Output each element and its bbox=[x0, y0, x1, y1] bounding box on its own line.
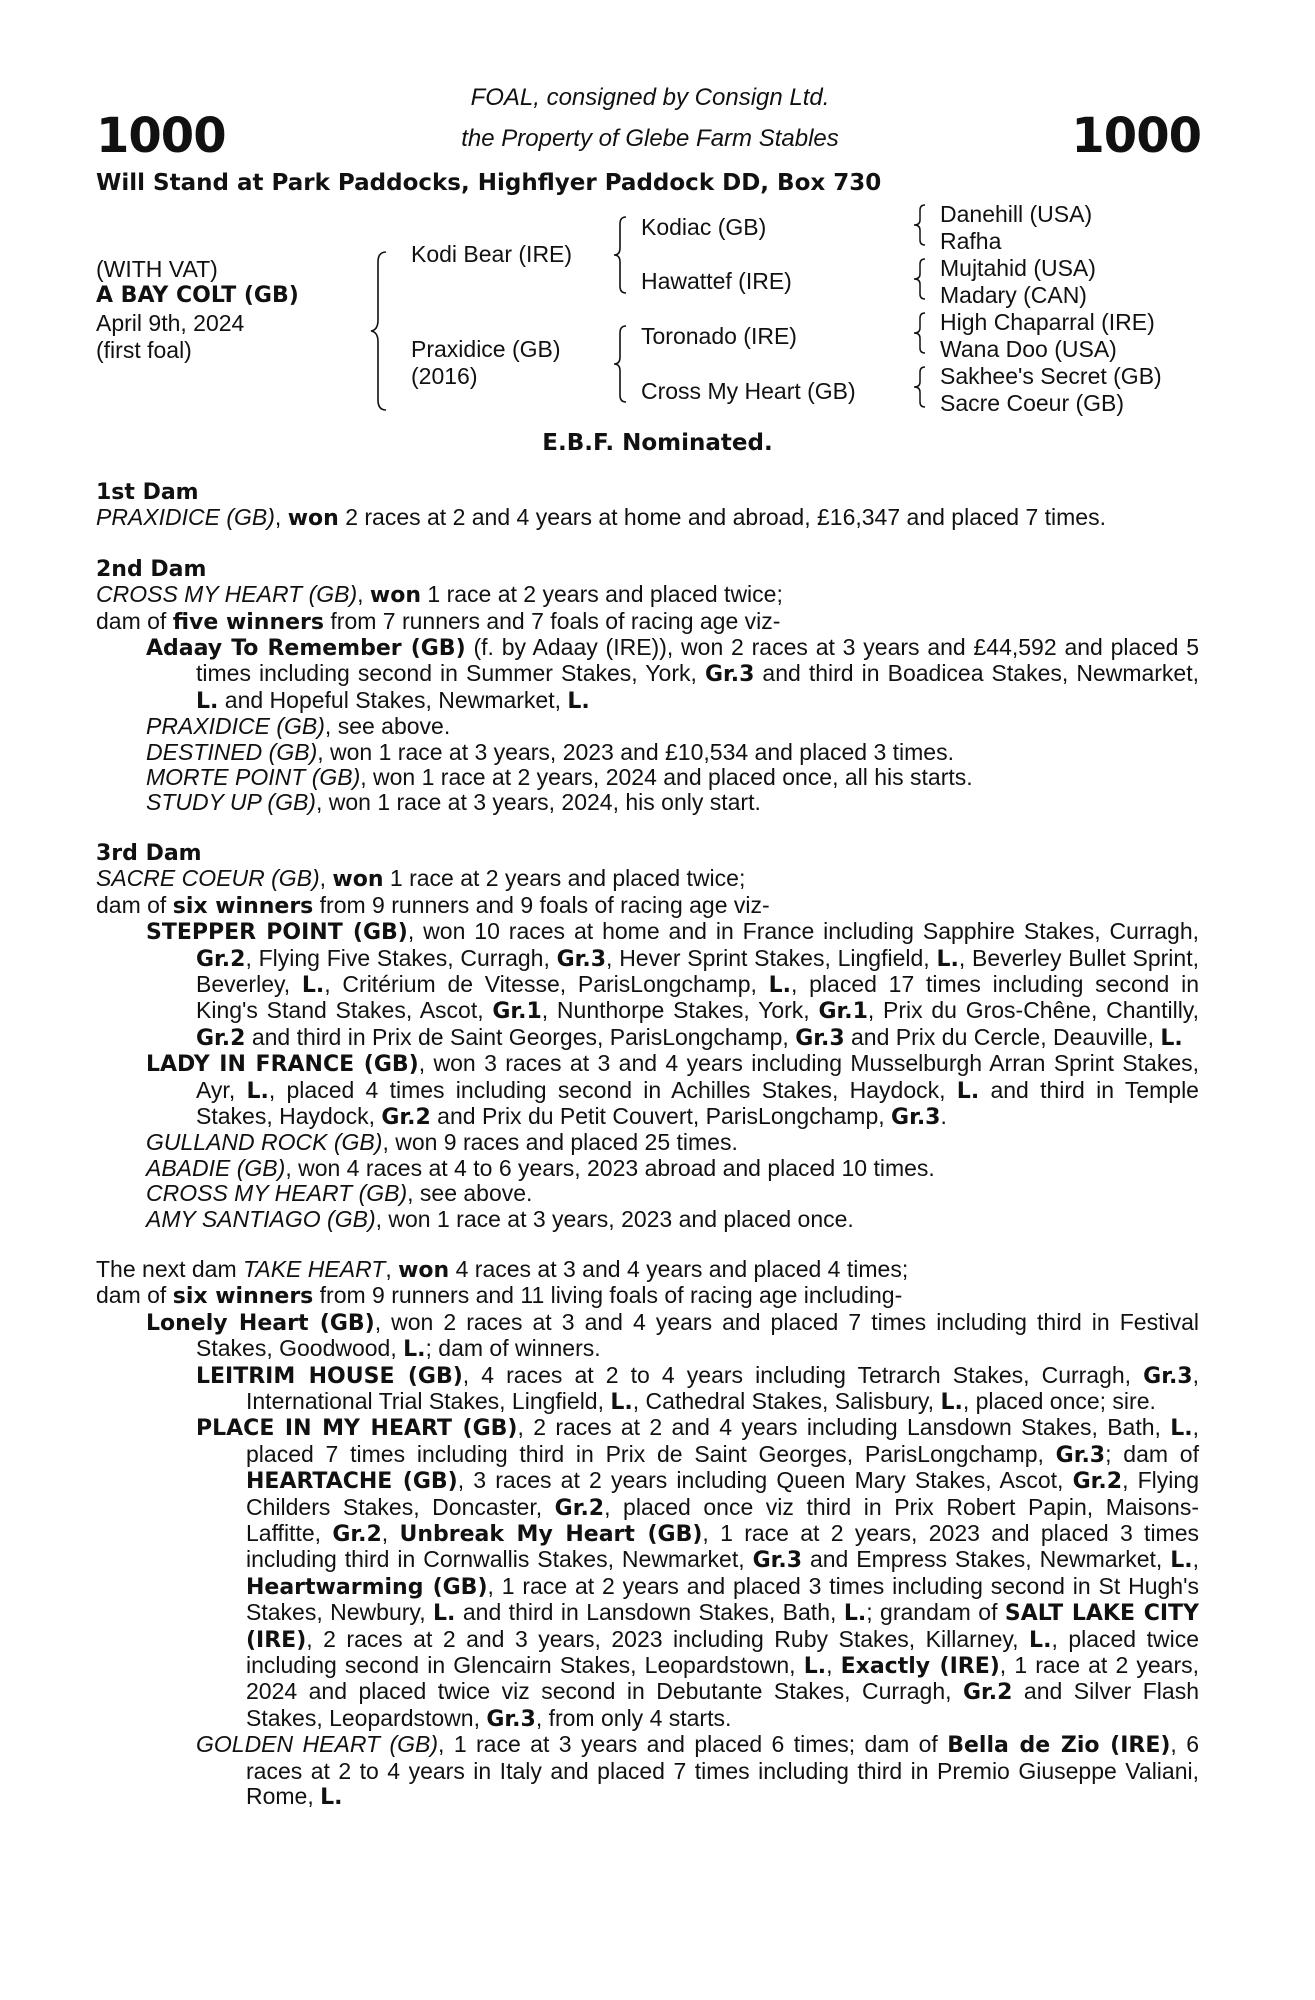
lot-number-left: 1000 bbox=[96, 108, 226, 164]
dam-dam: Cross My Heart (GB) bbox=[641, 378, 856, 404]
next-dam-produce-summary: dam of six winners from 9 runners and 11 living foals of racing age including- bbox=[96, 1282, 903, 1310]
vat-note: (WITH VAT) bbox=[96, 256, 218, 282]
produce-place-in-my-heart: PLACE IN MY HEART (GB), 2 races at 2 and 4 years including Lansdown Stakes, Bath, L., placed 7 times including third in Prix de Saint Georges, ParisLongchamp, Gr.3; dam of HEARTACHE (GB), 3 races at 2 years including Queen Mary Stakes, Ascot, Gr.2, Flying Childers Stakes, Doncaster, Gr.2, placed once viz third in Prix Robert Papin, Maisons-Laffitte, Gr.2, Unbreak My Heart (GB), 1 race at 2 years, 2023 and placed 3 times including third in Cornwallis Stakes, Newmarket, Gr.3 and Empress Stakes, Newmarket, L., Heartwarming (GB), 1 race at 2 years and placed 3 times including second in St Hugh's Stakes, Newbury, L. and third in Lansdown Stakes, Bath, L.; grandam of SALT LAKE CITY (IRE), 2 races at 2 and 3 years, 2023 including Ruby Stakes, Killarney, L., placed twice including second in Glencairn Stakes, Leopardstown, L., Exactly (IRE), 1 race at 2 years, 2024 and placed twice viz second in Debutante Stakes, Curragh, Gr.2 and Silver Flash Stakes, Leopardstown, Gr.3, from only 4 starts. bbox=[196, 1414, 1200, 1732]
ancestor-3: Mujtahid (USA) bbox=[940, 255, 1096, 281]
sire-dam: Hawattef (IRE) bbox=[641, 268, 792, 294]
brace-sire bbox=[611, 215, 631, 295]
foal-note: (first foal) bbox=[96, 337, 192, 363]
third-dam-heading: 3rd Dam bbox=[96, 840, 202, 866]
first-dam-entry: PRAXIDICE (GB), won 2 races at 2 and 4 years at home and abroad, £16,347 and placed 7 times. bbox=[96, 504, 1106, 532]
produce-amy-santiago: AMY SANTIAGO (GB), won 1 race at 3 years, 2023 and placed once. bbox=[146, 1205, 854, 1232]
brace-g4 bbox=[911, 365, 929, 409]
horse-name: A BAY COLT (GB) bbox=[96, 283, 299, 308]
ancestor-5: High Chaparral (IRE) bbox=[940, 309, 1155, 335]
produce-gulland-rock: GULLAND ROCK (GB), won 9 races and placed 25 times. bbox=[146, 1129, 738, 1156]
pedigree-table bbox=[0, 0, 1315, 420]
second-dam-produce-summary: dam of five winners from 7 runners and 7 foals of racing age viz- bbox=[96, 607, 781, 635]
first-dam-heading: 1st Dam bbox=[96, 480, 199, 505]
dam-year: (2016) bbox=[411, 363, 478, 389]
dam-sire: Toronado (IRE) bbox=[641, 323, 797, 349]
produce-abadie: ABADIE (GB), won 4 races at 4 to 6 years, 2023 abroad and placed 10 times. bbox=[146, 1154, 935, 1181]
ancestor-1: Danehill (USA) bbox=[940, 201, 1093, 227]
brace-dam bbox=[611, 324, 631, 404]
ancestor-4: Madary (CAN) bbox=[940, 282, 1087, 308]
produce-lonely-heart: Lonely Heart (GB), won 2 races at 3 and 4 years and placed 7 times including third in Festival Stakes, Goodwood, L.; dam of winners. bbox=[146, 1308, 1199, 1363]
catalogue-body bbox=[96, 480, 1199, 1811]
second-dam-heading: 2nd Dam bbox=[96, 556, 207, 582]
consign-line-1: FOAL, consigned by Consign Ltd. bbox=[470, 84, 830, 111]
brace-g1 bbox=[911, 203, 929, 247]
lot-number-right: 1000 bbox=[1071, 108, 1201, 164]
second-dam-entry: CROSS MY HEART (GB), won 1 race at 2 years and placed twice; bbox=[96, 581, 783, 609]
ancestor-8: Sacre Coeur (GB) bbox=[940, 390, 1125, 416]
produce-praxidice: PRAXIDICE (GB), see above. bbox=[146, 713, 451, 740]
brace-g3 bbox=[911, 311, 929, 355]
sire-sire: Kodiac (GB) bbox=[641, 214, 767, 240]
ancestor-2: Rafha bbox=[940, 228, 1002, 254]
brace-main bbox=[368, 250, 392, 412]
next-dam-entry: The next dam TAKE HEART, won 4 races at 3 and 4 years and placed 4 times; bbox=[96, 1255, 909, 1283]
produce-leitrim-house: LEITRIM HOUSE (GB), 4 races at 2 to 4 years including Tetrarch Stakes, Curragh, Gr.3, International Trial Stakes, Lingfield, L., Cathedral Stakes, Salisbury, L., placed once; sire. bbox=[196, 1361, 1199, 1415]
brace-g2 bbox=[911, 257, 929, 301]
dam: Praxidice (GB) bbox=[411, 336, 561, 362]
produce-golden-heart: GOLDEN HEART (GB), 1 race at 3 years and placed 6 times; dam of Bella de Zio (IRE), 6 races at 2 to 4 years in Italy and placed 7 times including third in Premio Giuseppe Valiani, Rome, L. bbox=[196, 1731, 1200, 1811]
ancestor-7: Sakhee's Secret (GB) bbox=[940, 363, 1162, 389]
produce-cross-my-heart: CROSS MY HEART (GB), see above. bbox=[146, 1180, 533, 1207]
third-dam-produce-summary: dam of six winners from 9 runners and 9 foals of racing age viz- bbox=[96, 891, 770, 919]
foaling-date: April 9th, 2024 bbox=[96, 310, 245, 336]
produce-stepper-point: STEPPER POINT (GB), won 10 races at home and in France including Sapphire Stakes, Curragh, Gr.2, Flying Five Stakes, Curragh, Gr.3, Hever Sprint Stakes, Lingfield, L., Beverley Bullet Sprint, Beverley, L., Critérium de Vitesse, ParisLongchamp, L., placed 17 times including second in King's Stand Stakes, Ascot, Gr.1, Nunthorpe Stakes, York, Gr.1, Prix du Gros-Chêne, Chantilly, Gr.2 and third in Prix de Saint Georges, ParisLongchamp, Gr.3 and Prix du Cercle, Deauville, L. bbox=[146, 918, 1199, 1051]
ebf-nominated: E.B.F. Nominated. bbox=[542, 430, 773, 456]
sire: Kodi Bear (IRE) bbox=[411, 241, 573, 267]
produce-morte-point: MORTE POINT (GB), won 1 race at 2 years, 2024 and placed once, all his starts. bbox=[146, 764, 973, 791]
consign-line-2: the Property of Glebe Farm Stables bbox=[461, 125, 839, 152]
produce-lady-in-france: LADY IN FRANCE (GB), won 3 races at 3 and 4 years including Musselburgh Arran Sprint Stakes, Ayr, L., placed 4 times including second in Achilles Stakes, Haydock, L. and third in Temple Stakes, Haydock, Gr.2 and Prix du Petit Couvert, ParisLongchamp, Gr.3. bbox=[146, 1050, 1200, 1130]
ancestor-6: Wana Doo (USA) bbox=[940, 336, 1117, 362]
produce-adaay-to-remember: Adaay To Remember (GB) (f. by Adaay (IRE)), won 2 races at 3 years and £44,592 and placed 5 times including second in Summer Stakes, York, Gr.3 and third in Boadicea Stakes, Newmarket, L. and Hopeful Stakes, Newmarket, L. bbox=[146, 634, 1200, 714]
produce-destined: DESTINED (GB), won 1 race at 3 years, 2023 and £10,534 and placed 3 times. bbox=[146, 738, 954, 765]
produce-study-up: STUDY UP (GB), won 1 race at 3 years, 2024, his only start. bbox=[146, 789, 761, 816]
third-dam-entry: SACRE COEUR (GB), won 1 race at 2 years and placed twice; bbox=[96, 865, 746, 893]
stand-location: Will Stand at Park Paddocks, Highflyer Paddock DD, Box 730 bbox=[96, 170, 882, 196]
